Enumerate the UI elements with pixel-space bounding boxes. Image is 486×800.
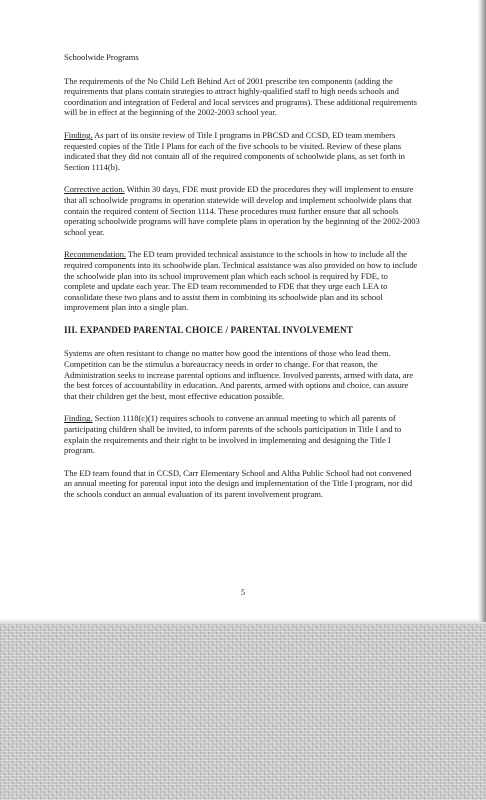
scanner-noise-band bbox=[0, 622, 486, 800]
paragraph-lead: Recommendation. bbox=[64, 249, 127, 260]
paragraph-intro bbox=[64, 76, 420, 118]
paragraph-parental-result bbox=[64, 468, 420, 500]
paragraph-lead: Finding. bbox=[64, 129, 93, 140]
page-right-edge bbox=[478, 0, 486, 622]
paragraph-text: The ED team found that in CCSD, Carr Elementary School and Altha Public School had not convened an annual meeting for parental input into the design and implementation of the Title I program, nor did the schools conduct an annual evaluation of its parent involvement program. bbox=[64, 467, 413, 499]
page-bottom-edge bbox=[0, 618, 486, 624]
page-number: 5 bbox=[241, 588, 245, 597]
document-body bbox=[64, 52, 420, 512]
paragraph-text: Within 30 days, FDE must provide ED the procedures they will implement to ensure that all schoolwide programs in operation statewide will develop and implement schoolwide plans that contain the required content of Section 1114. These procedures must further ensure that all schools operating schoolwide programs will have complete plans in operation by the beginning of the 2002-2003 school year. bbox=[64, 184, 420, 237]
paragraph-parental-finding bbox=[64, 413, 420, 455]
paragraph-text: The requirements of the No Child Left Behind Act of 2001 prescribe ten components (adding the requirements that plans contain strategies to attract highly-qualified staff to high needs schools and coordination and integration of Federal and local services and programs). These additional requirements will be in effect at the beginning of the 2002-2003 school year. bbox=[64, 75, 417, 118]
section-title: Schoolwide Programs bbox=[64, 52, 139, 62]
paragraph-text: Systems are often resistant to change no matter how good the intentions of those who lead them. Competition can be the stimulus a bureaucracy needs in order to change. For that reason, the Administration seeks to increase parental options and influence. Involved parents, armed with data, are the best forces of accountability in education. And parents, armed with options and choice, can assure that their children get the best, most effective education possible. bbox=[64, 348, 413, 401]
paragraph-lead: Finding. bbox=[64, 413, 93, 424]
paragraph-corrective-action bbox=[64, 184, 420, 237]
paragraph-text: The ED team provided technical assistance to the schools in how to include all the required components into its schoolwide plan. Technical assistance was also provided on how to include the schoolwide plan into its school improvement plan which each school is required by FDE, to complete and update each year. The ED team recommended to FDE that they urge each LEA to consolidate these two plans and to assist them in combining its schoolwide plan and its school improvement plan into a single plan. bbox=[64, 249, 418, 313]
paragraph-recommendation bbox=[64, 249, 420, 313]
paragraph-lead: Corrective action. bbox=[64, 184, 125, 195]
paragraph-parental-intro bbox=[64, 348, 420, 401]
paragraph-text: Section 1118(c)(1) requires schools to convene an annual meeting to which all parents of participating children shall be invited, to inform parents of the schools participation in Title I and to explain the requirements and their right to be involved in implementing and designing the Title I program. bbox=[64, 413, 402, 456]
section-heading: III. EXPANDED PARENTAL CHOICE / PARENTAL INVOLVEMENT bbox=[64, 324, 353, 335]
paragraph-text: As part of its onsite review of Title I programs in PBCSD and CCSD, ED team members requested copies of the Title I Plans for each of the five schools to be visited. Review of these plans indicated that they did not contain all of the required components of schoolwide plans, as set forth in Section 1114(b). bbox=[64, 129, 405, 172]
paragraph-finding bbox=[64, 130, 420, 172]
